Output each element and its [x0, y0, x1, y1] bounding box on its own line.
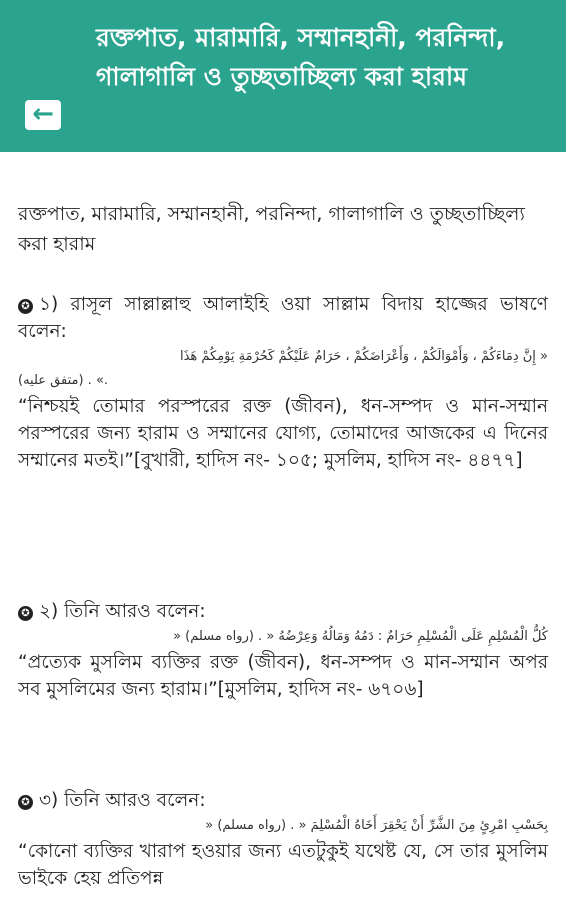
- arabic-text: بِحَسْبِ امْرِئٍ مِنَ الشَّرِّ أَنْ يَحْقِرَ أَخَاهُ الْمُسْلِمَ « . (رواه مسلم) «: [205, 818, 548, 833]
- bullet-icon: ✪: [18, 606, 33, 621]
- arabic-text: كُلُّ الْمُسْلِمِ عَلَى الْمُسْلِمِ حَرَامٌ : دَمُهُ وَمَالُهُ وَعِرْضُهُ « . (رواه مسلم) «: [173, 629, 548, 644]
- page-title: রক্তপাত, মারামারি, সম্মানহানী, পরনিন্দা, গালাগালি ও তুচ্ছতাচ্ছিল্য করা হারাম: [96, 23, 506, 91]
- arrow-left-icon: ←: [32, 99, 54, 129]
- hadith-translation: “প্রত্যেক মুসলিম ব্যক্তির রক্ত (জীবন), ধন-সম্পদ ও মান-সম্মান অপর সব মুসলিমের জন্য হারাম।”[মুসলিম, হাদিস নং- ৬৭০৬]: [18, 652, 548, 700]
- arabic-text-cont: (متفق عليه) . «.: [18, 373, 109, 388]
- hadith-heading: ✪ ১) রাসূল সাল্লাল্লাহু আলাইহি ওয়া সাল্লাম বিদায় হাজ্জের ভাষণে বলেন:: [18, 294, 548, 342]
- bullet-icon: ✪: [18, 795, 33, 810]
- article-content[interactable]: [0, 152, 566, 900]
- back-button[interactable]: [25, 100, 61, 130]
- arabic-text: « إِنَّ دِمَاءَكُمْ ، وَأَمْوَالَكُمْ ، وَأَعْرَاضَكُمْ ، حَرَامٌ عَلَيْكُمْ كَحُرْمَةِ يَوْمِكُمْ هَذَا: [179, 349, 548, 364]
- hadith-translation: “কোনো ব্যক্তির খারাপ হওয়ার জন্য এতটুকুই যথেষ্ট যে, সে তার মুসলিম ভাইকে হেয় প্রতিপন্ন: [18, 841, 548, 889]
- hadith-item-2: [18, 598, 548, 703]
- hadith-heading: ✪ ২) তিনি আরও বলেন:: [18, 598, 548, 625]
- bullet-icon: ✪: [18, 299, 33, 314]
- app-header: [0, 0, 566, 152]
- hadith-heading: ✪ ৩) তিনি আরও বলেন:: [18, 787, 548, 814]
- article-intro: রক্তপাত, মারামারি, সম্মানহানী, পরনিন্দা, গালাগালি ও তুচ্ছতাচ্ছিল্য করা হারাম: [18, 203, 525, 255]
- hadith-item-1: [18, 291, 548, 474]
- hadith-translation: “নিশ্চয়ই তোমার পরস্পরের রক্ত (জীবন), ধন-সম্পদ ও মান-সম্মান পরস্পরের জন্য হারাম ও সম্মানের যোগ্য, তোমাদের আজকের এ দিনের সম্মানের মতই।”[বুখারী, হাদিস নং- ১০৫; মুসলিম, হাদিস নং- ৪৪৭৭]: [18, 396, 548, 471]
- hadith-item-3: [18, 787, 548, 892]
